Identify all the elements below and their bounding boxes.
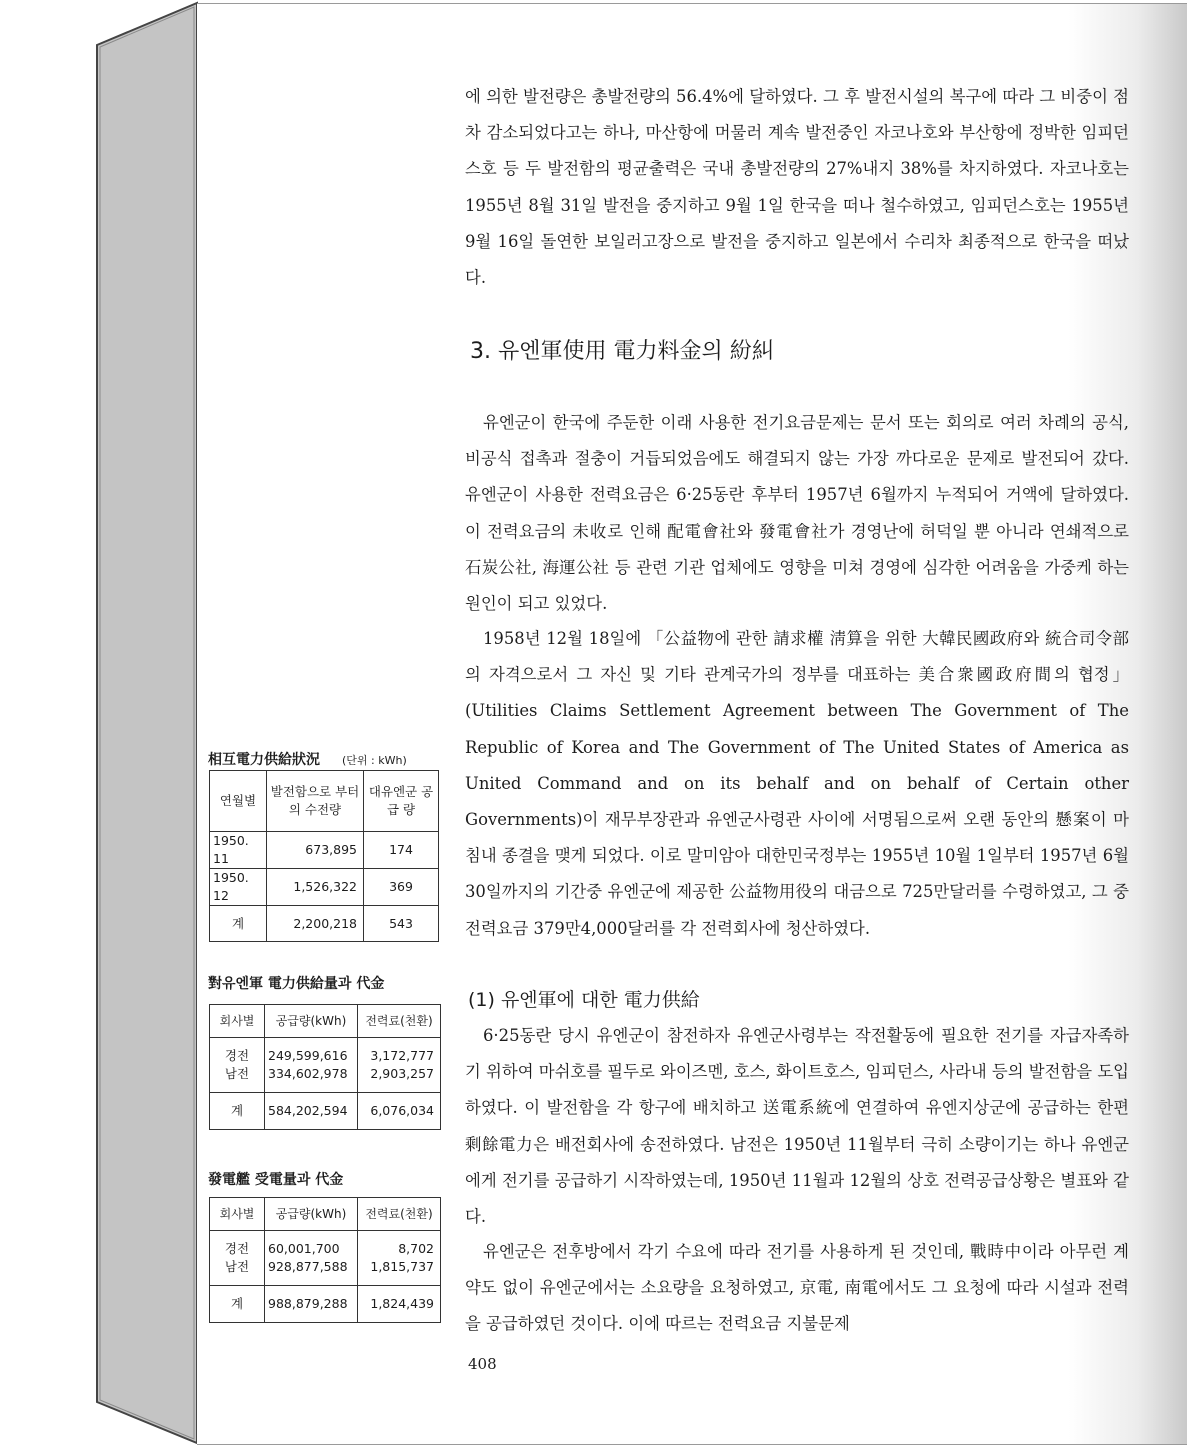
table-cell-received: 673,895 <box>267 832 364 869</box>
table-cell-company: 계 <box>210 1093 265 1130</box>
table-cell-fee: 3,172,777 2,903,257 <box>358 1038 441 1093</box>
table2-caption: 對유엔軍 電力供給量과 代金 <box>208 976 385 992</box>
table-row-total <box>210 1286 441 1323</box>
table-cell-company: 계 <box>210 1286 265 1323</box>
table-header-cell: 연월별 <box>210 771 267 832</box>
table-row-total <box>210 906 439 942</box>
table-cell-period: 계 <box>210 906 267 942</box>
subsection-heading: (1) 유엔軍에 대한 電力供給 <box>468 989 700 1011</box>
table-cell-quantity: 249,599,616 334,602,978 <box>265 1038 358 1093</box>
table-cell-fee: 1,824,439 <box>358 1286 441 1323</box>
table-cell-supplied: 369 <box>364 869 439 906</box>
generator-ship-table <box>209 1197 441 1323</box>
table-cell-quantity: 584,202,594 <box>265 1093 358 1130</box>
table1-title: 相互電力供給狀況 <box>208 752 320 768</box>
paragraph-4: 6·25동란 당시 유엔군이 참전하자 유엔군사령부는 작전활동에 필요한 전기를 자급자족하기 위하여 마쉬호를 필두로 와이즈멘, 호스, 화이트호스, 임피던스, 사라내 등의 발전함을 도입하였다. 이 발전함을 각 항구에 배치하고 送電系統에 연결하여 유엔지상군에 공급하는 한편 剩餘電力은 배전회사에 송전하였다. 남전은 1950년 11월부터 극히 소량이기는 하나 유엔군에게 전기를 공급하기 시작하였는데, 1950년 11월과 12월의 상호 전력공급상황은 별표와 같다. <box>465 1026 1129 1227</box>
paragraph-2: 유엔군이 한국에 주둔한 이래 사용한 전기요금문제는 문서 또는 회의로 여러 차례의 공식, 비공식 접촉과 절충이 거듭되었음에도 해결되지 않는 가장 까다로운 문제로 발전되어 갔다. 유엔군이 사용한 전력요금은 6·25동란 후부터 1957년 6월까지 누적되어 거액에 달하였다. 이 전력요금의 未收로 인해 配電會社와 發電會社가 경영난에 허덕일 뿐 아니라 연쇄적으로 石炭公社, 海運公社 등 관련 기관 업체에도 영향을 미쳐 경영에 심각한 어려움을 가중케 하는 원인이 되고 있었다. <box>465 413 1129 614</box>
table-cell-received: 2,200,218 <box>267 906 364 942</box>
table1-unit: (단위 : kWh) <box>342 754 407 767</box>
un-supply-table <box>209 1004 441 1130</box>
paragraph-3: 1958년 12월 18일에 「公益物에 관한 請求權 淸算을 위한 大韓民國政府와 統合司令部의 자격으로서 그 자신 및 기타 관계국가의 정부를 대표하는 美合衆國政府間의 협정」(Utilities Claims Settlement Agreement between The Government of The Republic of Korea and The Government of The United States of America as United Command and on its behalf and on behalf of Certain other Governments)이 재무부장관과 유엔군사령관 사이에 서명됨으로써 오랜 동안의 懸案이 마침내 종결을 맺게 되었다. 이로 말미암아 대한민국정부는 1955년 10월 1일부터 1957년 6월 30일까지의 기간중 유엔군에 제공한 公益物用役의 대금으로 725만달러를 수령하였고, 그 중 전력요금 379만4,000달러를 각 전력회사에 청산하였다. <box>465 629 1129 938</box>
paragraph-1: 에 의한 발전량은 총발전량의 56.4%에 달하였다. 그 후 발전시설의 복구에 따라 그 비중이 점차 감소되었다고는 하나, 마산항에 머물러 계속 발전중인 자코나호와 부산항에 정박한 임피던스호 등 두 발전함의 평균출력은 국내 총발전량의 27%내지 38%를 차지하였다. 자코나호는 1955년 8월 31일 발전을 중지하고 9월 1일 한국을 떠나 철수하였고, 임피던스호는 1955년 9월 16일 돌연한 보일러고장으로 발전을 중지하고 일본에서 수리차 최종적으로 한국을 떠났다. <box>465 87 1129 288</box>
table-header-cell: 전력료(천환) <box>358 1198 441 1231</box>
table-cell-supplied: 174 <box>364 832 439 869</box>
table-header-cell: 회사별 <box>210 1005 265 1038</box>
table-header-row <box>210 771 439 832</box>
table-cell-company: 경전 남전 <box>210 1038 265 1093</box>
table3-caption: 發電艦 受電量과 代金 <box>208 1172 344 1188</box>
paragraph-5: 유엔군은 전후방에서 각기 수요에 따라 전기를 사용하게 된 것인데, 戰時中이라 아무런 계약도 없이 유엔군에서는 소요량을 요청하였고, 京電, 南電에서도 그 요청에 따라 시설과 전력을 공급하였던 것이다. 이에 따르는 전력요금 지불문제 <box>465 1242 1129 1334</box>
table-header-cell: 회사별 <box>210 1198 265 1231</box>
table-cell-fee: 6,076,034 <box>358 1093 441 1130</box>
table-row-total <box>210 1093 441 1130</box>
table-row <box>210 832 439 869</box>
table-cell-quantity: 60,001,700 928,877,588 <box>265 1231 358 1286</box>
table-cell-supplied: 543 <box>364 906 439 942</box>
table-cell-company: 경전 남전 <box>210 1231 265 1286</box>
table1-caption <box>208 749 407 769</box>
table-row <box>210 869 439 906</box>
table-cell-received: 1,526,322 <box>267 869 364 906</box>
page-number: 408 <box>468 1355 497 1373</box>
table-header-cell: 공급량(kWh) <box>265 1005 358 1038</box>
table-row <box>210 1038 441 1093</box>
table-cell-period: 1950. 11 <box>210 832 267 869</box>
table-cell-quantity: 988,879,288 <box>265 1286 358 1323</box>
mutual-supply-table <box>209 770 439 942</box>
table-header-cell: 공급량(kWh) <box>265 1198 358 1231</box>
book-side-cover <box>0 0 200 1446</box>
table-header-cell: 대유엔군 공 급 량 <box>364 771 439 832</box>
table-header-row <box>210 1005 441 1038</box>
table-header-cell: 전력료(천환) <box>358 1005 441 1038</box>
table-header-cell: 발전함으로 부터의 수전량 <box>267 771 364 832</box>
section-heading: 3. 유엔軍使用 電力料金의 紛糾 <box>470 339 774 364</box>
table-cell-period: 1950. 12 <box>210 869 267 906</box>
table-cell-fee: 8,702 1,815,737 <box>358 1231 441 1286</box>
table-row <box>210 1231 441 1286</box>
table-header-row <box>210 1198 441 1231</box>
